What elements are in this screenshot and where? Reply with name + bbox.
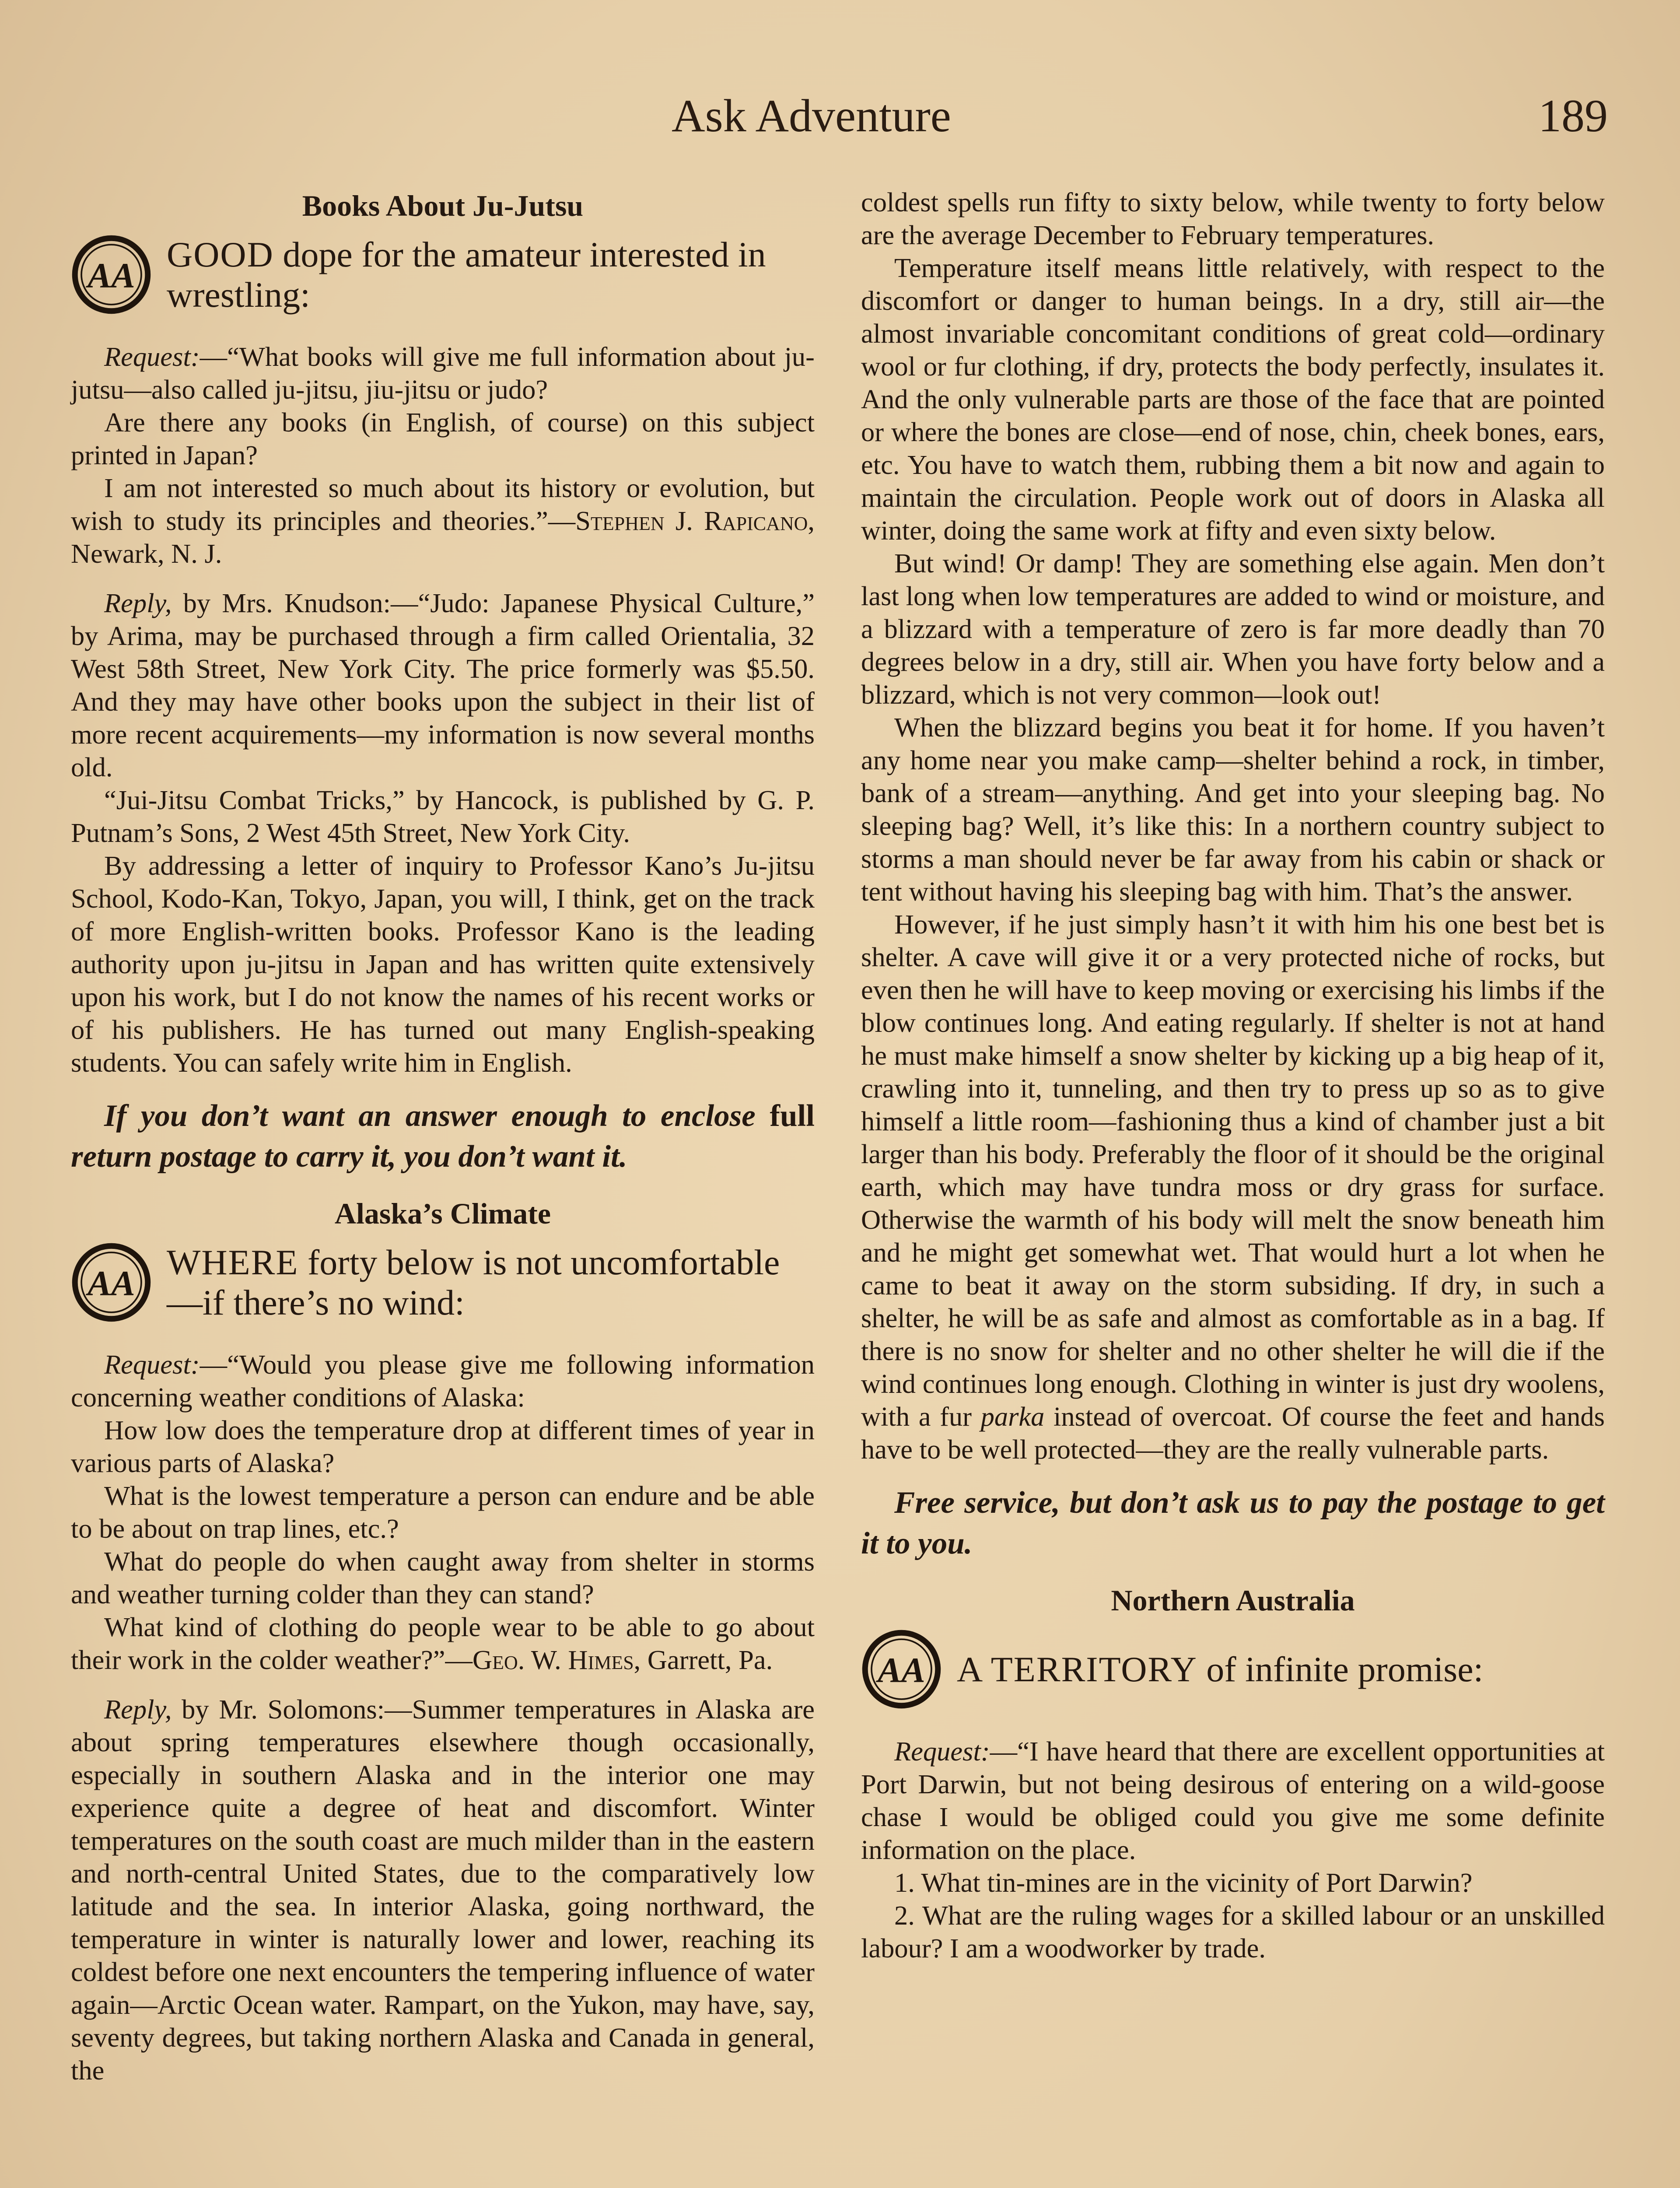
reply-text: by Mr. Solomons:—Summer temperatures in Alaska are about spring temperatures elsewhere though occasionally, especially in southern Alaska and in the interior one may experience quite a degree of heat and discomfort. Winter temperatures on the south coast are much milder than in the eastern and north-central United States, due to the comparatively low latitude and the sea. In interior Alaska, going northward, the temperature in winter is naturally lower and lower, reaching its coldest before one next encounters the tempering influence of water again—Arctic Ocean water. Rampart, on the Yukon, may have, say, seventy degrees, but taking northern Alaska and Canada in general, the xyxy=(71,1694,815,2086)
lead-rest: dope for the amateur interested in wrestling: xyxy=(167,234,766,315)
request-location: , Garrett, Pa. xyxy=(634,1645,773,1675)
reply-paragraph: Temperature itself means little relatively, with respect to the discomfort or danger to human beings. In a dry, still air—the almost invariable concomitant conditions of great cold—ordinary wool or fur clothing, if dry, protects the body perfectly, insulates it. And the only vulnerable parts are those of the face that are pointed or where the bones are close—end of nose, chin, cheek bones, ears, etc. You have to watch them, rubbing them a bit now and again to maintain the circulation. People work out of doors in Alaska all winter, doing the same work at fifty and even sixty below. xyxy=(861,252,1605,546)
request-text: I am not interested so much about its history or evolution, but wish to study its principles and theories.”— xyxy=(71,473,815,536)
request-paragraph: 1. What tin-mines are in the vicinity of Port Darwin? xyxy=(894,1867,1473,1898)
ask-adventure-monogram-icon xyxy=(71,234,152,315)
request-label: Request: xyxy=(104,341,200,372)
free-service-notice: Free service, but don’t ask us to pay the postage to get it to you. xyxy=(861,1486,1605,1560)
reply-text: However, if he just simply hasn’t it with him his one best bet is shelter. A cave will give it or a very protected niche of rocks, but even then he will have to keep moving or exercising his limbs if the blow continues long. And eating regularly. If shelter is not at hand he must make himself a snow shelter by kicking up a big heap of it, crawling into it, tunneling, and then try to press up so as to give himself a little room—fashioning thus a kind of chamber just a bit larger than his body. Preferably the floor of it should be the original earth, which may have tundra moss or dry grass for surface. Otherwise the warmth of his body will melt the snow beneath him and he might get somewhat wet. That would hurt a lot when he came to beat it away on the storm subsiding. If dry, in such a shelter, he will be as safe and almost as comfortable as in a bag. If there is no snow for shelter and no other shelter he will die if the wind continues long enough. Clothing in winter is just dry woolens, with a fur xyxy=(861,909,1605,1432)
request-paragraph xyxy=(861,1735,1605,1866)
section-title-alaska: Alaska’s Climate xyxy=(334,1197,551,1230)
request-paragraph xyxy=(71,472,815,570)
reply-paragraph: By addressing a letter of inquiry to Professor Kano’s Ju-jitsu School, Kodo-Kan, Tokyo, Japan, you will, I think, get on the track of more English-written books. Professor Kano is the leading authority upon ju-jitsu in Japan and has written quite extensively upon his work, but I do not know the names of his recent works or of his publishers. He has turned out many English-speaking students. You can safely write him in English. xyxy=(71,850,815,1078)
page-number: 189 xyxy=(1538,90,1608,141)
reply-paragraph xyxy=(71,1693,815,2087)
reply-paragraph: But wind! Or damp! They are something else again. Men don’t last long when low temperatures are added to wind or moisture, and a blizzard with a temperature of zero is far more deadly than 70 degrees below in a dry, still air. When you have forty below and a blizzard, which is not very common—look out! xyxy=(861,548,1605,710)
request-text: —“What books will give me full information about ju-jutsu—also called ju-jitsu, jiu-jitsu or judo? xyxy=(71,341,815,405)
reply-label: Reply, xyxy=(104,1694,172,1725)
lead-rest: of infinite promise: xyxy=(1197,1649,1484,1689)
reply-label: Reply, xyxy=(104,588,172,618)
request-label: Request: xyxy=(894,1736,990,1767)
notice-text: return postage to carry it, you don’t want it. xyxy=(71,1140,627,1174)
request-label: Request: xyxy=(104,1349,200,1380)
notice-text: If you don’t want an answer enough to enclose xyxy=(104,1099,770,1133)
running-head-title: Ask Adventure xyxy=(672,90,951,141)
reply-paragraph-continued xyxy=(861,186,1605,252)
ask-adventure-monogram-icon xyxy=(861,1629,942,1710)
request-paragraph xyxy=(71,340,815,406)
section-title-jujutsu: Books About Ju-Jutsu xyxy=(302,189,584,222)
section-lead-jujutsu xyxy=(71,234,815,315)
lead-rest: forty below is not uncomfortable—if there’s no wind: xyxy=(167,1242,780,1322)
section-lead-alaska xyxy=(71,1242,815,1323)
request-paragraph: What is the lowest temperature a person can endure and be able to be about on trap lines, etc.? xyxy=(71,1480,815,1544)
lead-text xyxy=(167,235,815,315)
section-lead-australia xyxy=(861,1629,1605,1710)
reply-paragraph xyxy=(861,908,1605,1466)
request-paragraph: What do people do when caught away from shelter in storms and weather turning colder than they can stand? xyxy=(71,1546,815,1609)
lead-text xyxy=(167,1242,815,1323)
ask-adventure-monogram-icon xyxy=(71,1242,152,1323)
lead-caps: GOOD xyxy=(167,234,274,274)
reply-text: by Mrs. Knudson:—“Judo: Japanese Physical Culture,” by Arima, may be purchased through a firm called Orientalia, 32 West 58th Street, New York City. The price formerly was $5.50. And they may have other books upon the subject in their list of more recent acquirements—my information is now several months old. xyxy=(71,588,815,782)
parka-word: parka xyxy=(980,1401,1045,1432)
request-text: —“Would you please give me following information concerning weather conditions of Alaska: xyxy=(71,1349,815,1413)
reply-paragraph: “Jui-Jitsu Combat Tricks,” by Hancock, is published by G. P. Putnam’s Sons, 2 West 45th Street, New York City. xyxy=(71,785,815,848)
notice-emphasis: full xyxy=(770,1099,815,1133)
section-title-australia: Northern Australia xyxy=(1111,1584,1355,1617)
request-location: , Newark, N. J. xyxy=(71,505,815,569)
left-column xyxy=(71,186,815,2087)
page-header xyxy=(0,90,1680,147)
request-paragraph: How low does the temperature drop at different times of year in various parts of Alaska? xyxy=(71,1415,815,1478)
lead-text xyxy=(957,1649,1483,1690)
request-paragraph: Are there any books (in English, of course) on this subject printed in Japan? xyxy=(71,407,815,470)
reply-paragraph: When the blizzard begins you beat it for home. If you haven’t any home near you make camp—shelter behind a rock, in timber, bank of a stream—anything. And get into your sleeping bag. No sleeping bag? Well, it’s like this: In a northern country subject to storms a man should never be far away from his cabin or shack or tent without having his sleeping bag with him. That’s the answer. xyxy=(861,712,1605,907)
lead-caps: WHERE xyxy=(167,1242,299,1282)
reply-text: coldest spells run fifty to sixty below, while twenty to forty below are the average December to February temperatures. xyxy=(861,187,1605,250)
request-paragraph: 2. What are the ruling wages for a skilled labour or an unskilled labour? I am a woodworker by trade. xyxy=(861,1900,1605,1964)
right-column xyxy=(861,186,1605,1965)
request-paragraph xyxy=(71,1611,815,1676)
reply-text: instead of overcoat. Of course the feet and hands have to be well protected—they are the really vulnerable parts. xyxy=(861,1401,1605,1465)
request-signature: Geo. W. Himes xyxy=(472,1645,634,1675)
reply-paragraph xyxy=(71,587,815,784)
request-text: What kind of clothing do people wear to be able to go about their work in the colder weather?”— xyxy=(71,1612,815,1675)
request-text: —“I have heard that there are excellent opportunities at Port Darwin, but not being desirous of entering on a wild-goose chase I would be obliged could you give me some definite information on the place. xyxy=(861,1736,1605,1865)
request-signature: Stephen J. Rapicano xyxy=(575,505,808,536)
request-paragraph xyxy=(71,1348,815,1414)
lead-caps: A TERRITORY xyxy=(957,1649,1197,1689)
postage-notice xyxy=(71,1096,815,1177)
